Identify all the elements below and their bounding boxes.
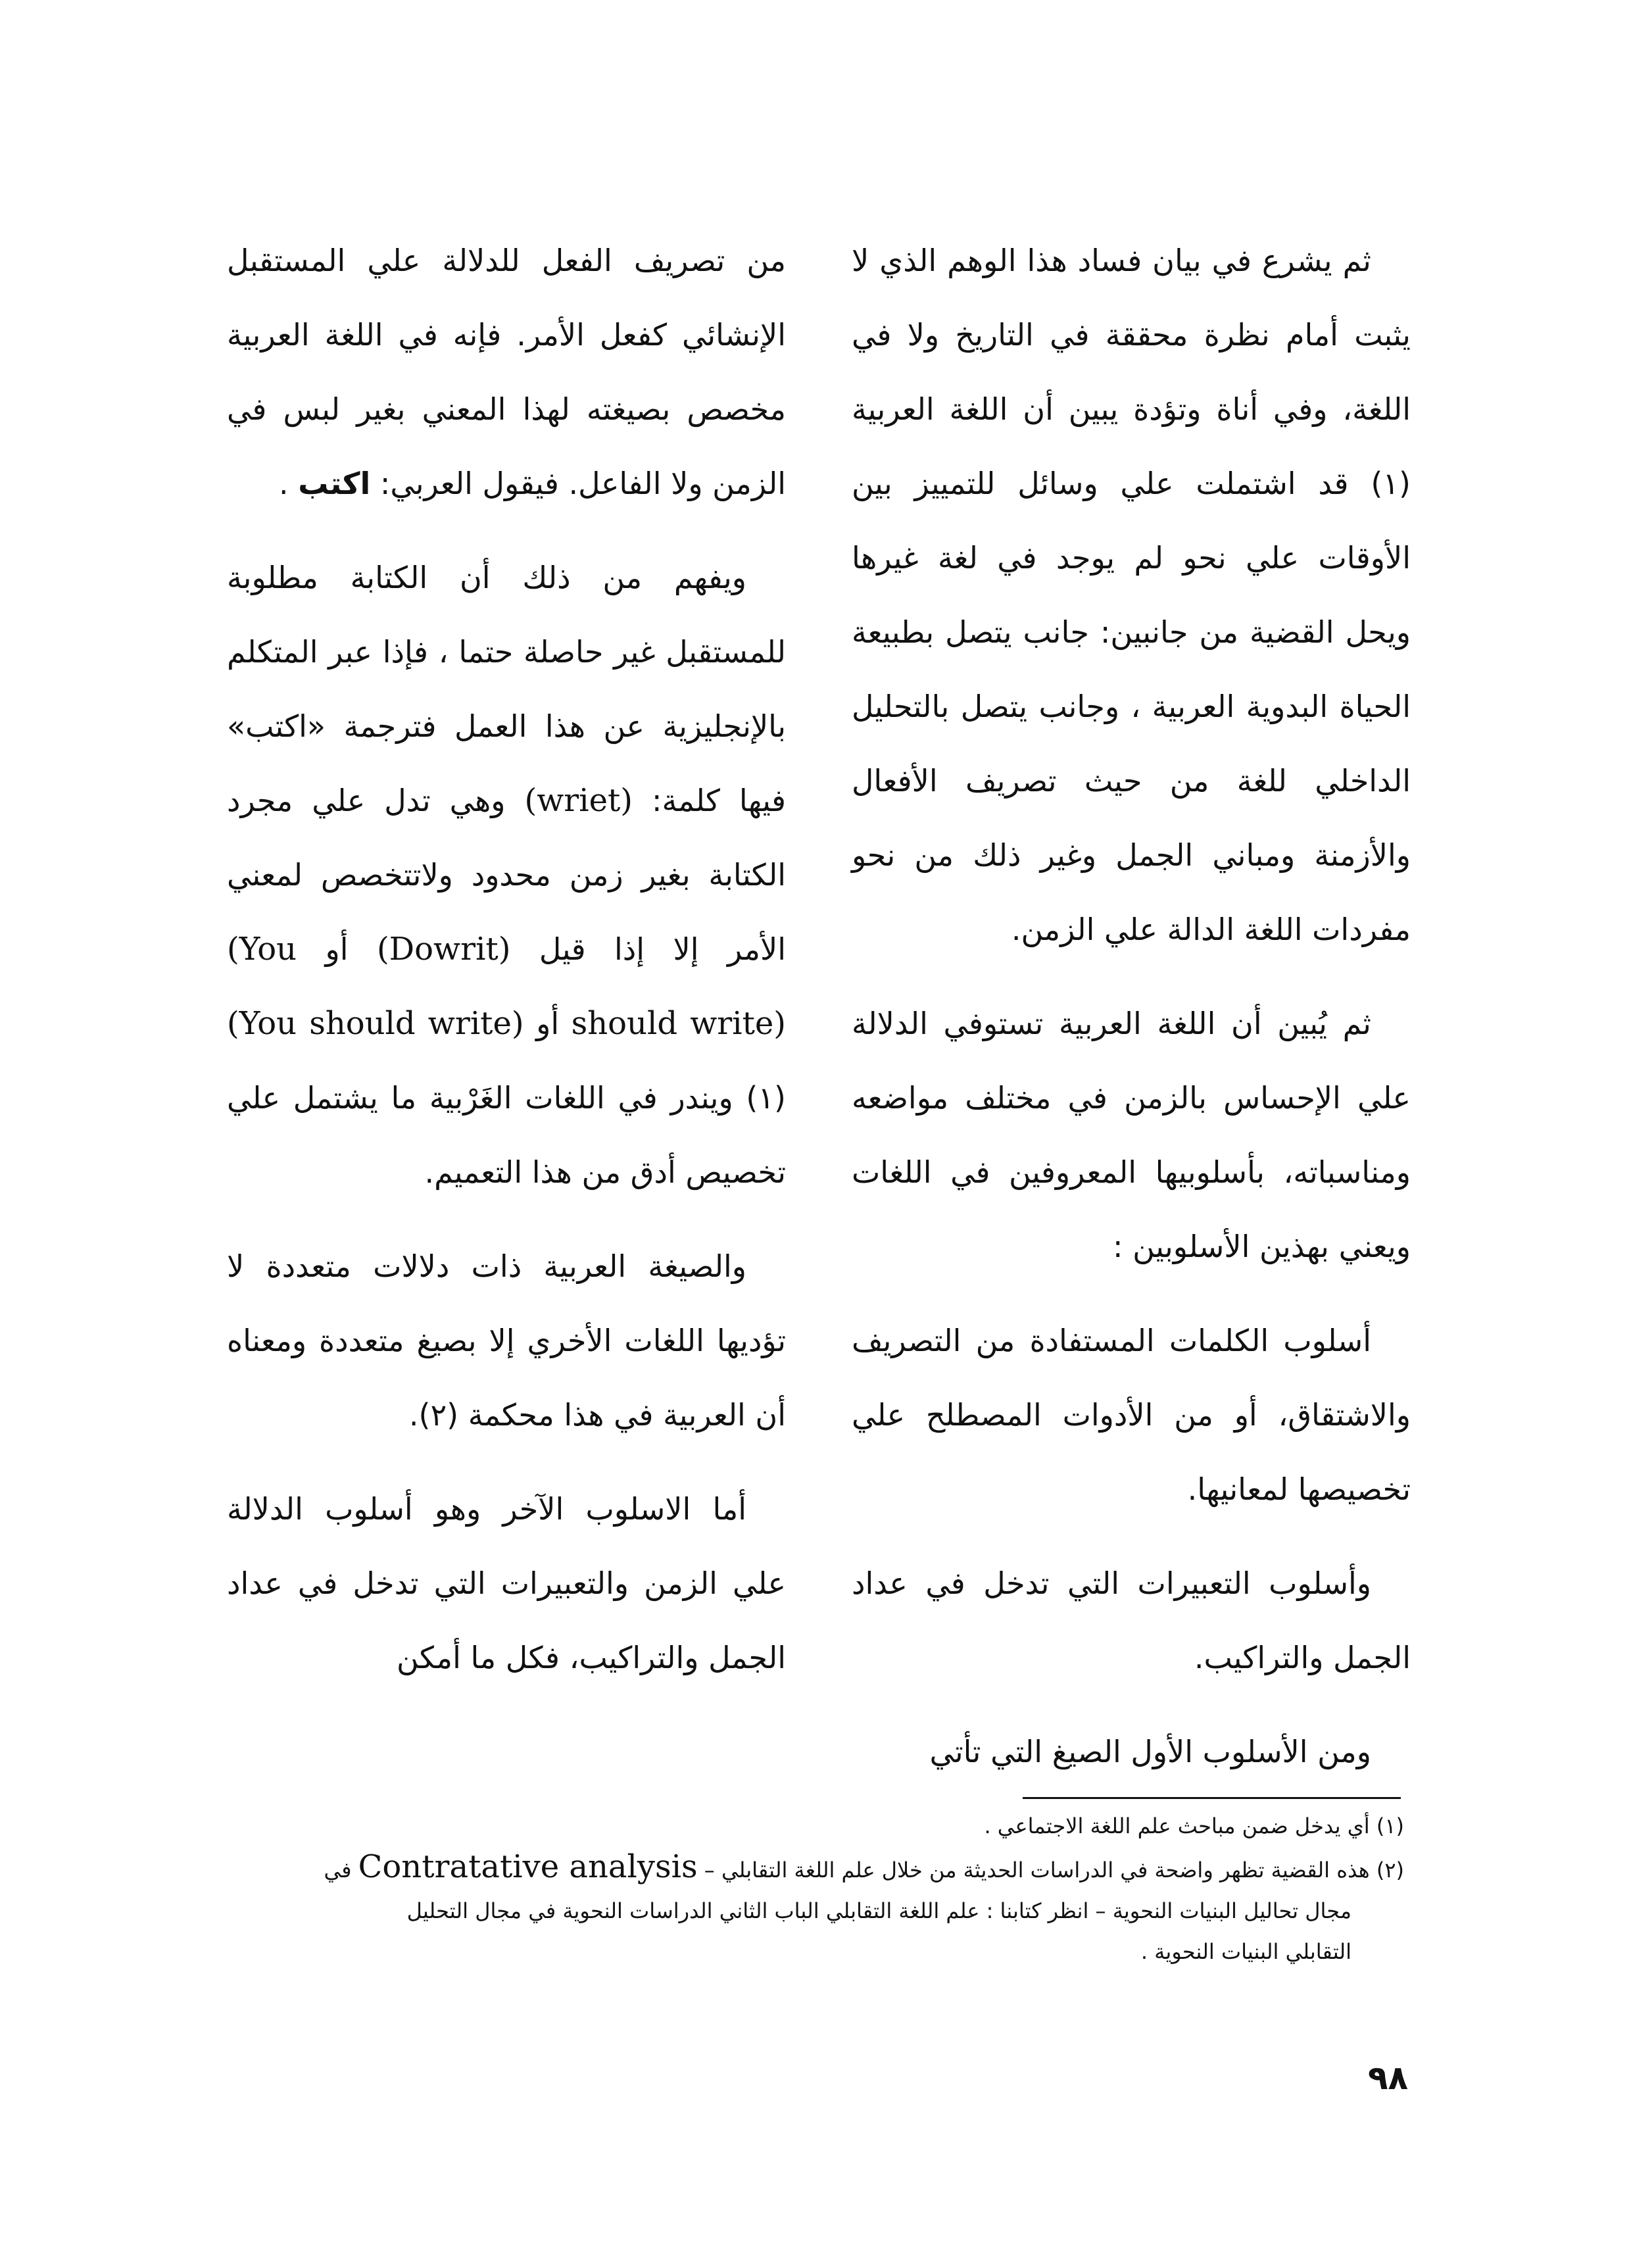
english-term: Contratative analysis xyxy=(358,1848,698,1885)
paragraph: وأسلوب التعبيرات التي تدخل في عداد الجمل والتراكيب. xyxy=(852,1565,1411,1675)
footnote-2-continuation: مجال تحاليل البنيات النحوية – انظر كتابنا : علم اللغة التقابلي الباب الثاني الدراسات النحوية في مجال التحليل xyxy=(406,1898,1351,1923)
left-column xyxy=(227,224,786,1715)
text-run: في xyxy=(324,1858,358,1883)
paragraph: والصيغة العربية ذات دلالات متعددة لا تؤديها اللغات الأخري إلا بصيغ متعددة ومعناه أن العربية في هذا محكمة (٢). xyxy=(227,1248,786,1433)
english-term: (You should write) xyxy=(227,1005,524,1042)
text-run: أو xyxy=(297,931,377,967)
paragraph: ثم يشرع في بيان فساد هذا الوهم الذي لا يثبت أمام نظرة محققة في التاريخ ولا في اللغة، وفي أناة وتؤدة يبين أن اللغة العربية (١) قد اشتملت علي وسائل للتمييز بين الأوقات علي نحو لم يوجد في لغة غيرها ويحل القضية من جانبين: جانب يتصل بطبيعة الحياة البدوية العربية ، وجانب يتصل بالتحليل الداخلي للغة من حيث تصريف الأفعال والأزمنة ومباني الجمل وغير ذلك من نحو مفردات اللغة الدالة علي الزمن. xyxy=(852,243,1411,947)
english-term: (Dowrit) xyxy=(376,931,511,968)
text-run: (١) ويندر في اللغات الغَرْبية ما يشتمل علي تخصيص أدق من هذا التعميم. xyxy=(227,1080,786,1190)
text-run: وهي تدل علي مجرد الكتابة بغير زمن محدود ولاتتخصص لمعني الأمر إلا إذا قيل xyxy=(227,783,786,967)
footnote-2 xyxy=(227,1846,1404,1890)
text-run: ويفهم من ذلك أن الكتابة مطلوبة للمستقبل غير حاصلة حتما ، فإذا عبر المتكلم بالإنجليزية عن هذا العمل فترجمة «اكتب» فيها كلمة: xyxy=(227,560,787,818)
paragraph: ومن الأسلوب الأول الصيغ التي تأتي xyxy=(929,1734,1371,1769)
english-term: (You should write) xyxy=(227,931,786,1042)
text-run: . xyxy=(279,466,299,501)
paragraph: أما الاسلوب الآخر وهو أسلوب الدلالة علي الزمن والتعبيرات التي تدخل في عداد الجمل والتراكيب، فكل ما أمكن xyxy=(227,1491,786,1675)
footnote-1: (١) أي يدخل ضمن مباحث علم اللغة الاجتماعي . xyxy=(984,1813,1404,1838)
paragraph xyxy=(227,224,786,521)
paragraph: أسلوب الكلمات المستفادة من التصريف والاشتقاق، أو من الأدوات المصطلح علي تخصيصها لمعانيها. xyxy=(852,1323,1411,1507)
paragraph: ثم يُبين أن اللغة العربية تستوفي الدلالة علي الإحساس بالزمن في مختلف مواضعه ومناسباته، بأسلوبيها المعروفين في اللغات ويعني بهذين الأسلوبين : xyxy=(852,1006,1411,1264)
right-column xyxy=(852,224,1411,1809)
footnotes xyxy=(227,1806,1404,1972)
text-run: من تصريف الفعل للدلالة علي المستقبل الإنشائي كفعل الأمر. فإنه في اللغة العربية مخصص بصيغته لهذا المعني بغير لبس في الزمن ولا الفاعل. فيقول العربي: xyxy=(227,243,786,501)
english-term: (wriet) xyxy=(524,782,633,819)
bold-word: اكتب xyxy=(298,466,371,501)
footnote-2-continuation: التقابلي البنيات النحوية . xyxy=(1140,1939,1351,1964)
text-run: أو xyxy=(523,1006,572,1041)
text-run: (٢) هذه القضية تظهر واضحة في الدراسات الحديثة من خلال علم اللغة التقابلي – xyxy=(697,1858,1404,1883)
paragraph xyxy=(227,541,786,1210)
page-number: ٩٨ xyxy=(1368,2059,1409,2097)
footnote-divider xyxy=(1023,1797,1401,1799)
